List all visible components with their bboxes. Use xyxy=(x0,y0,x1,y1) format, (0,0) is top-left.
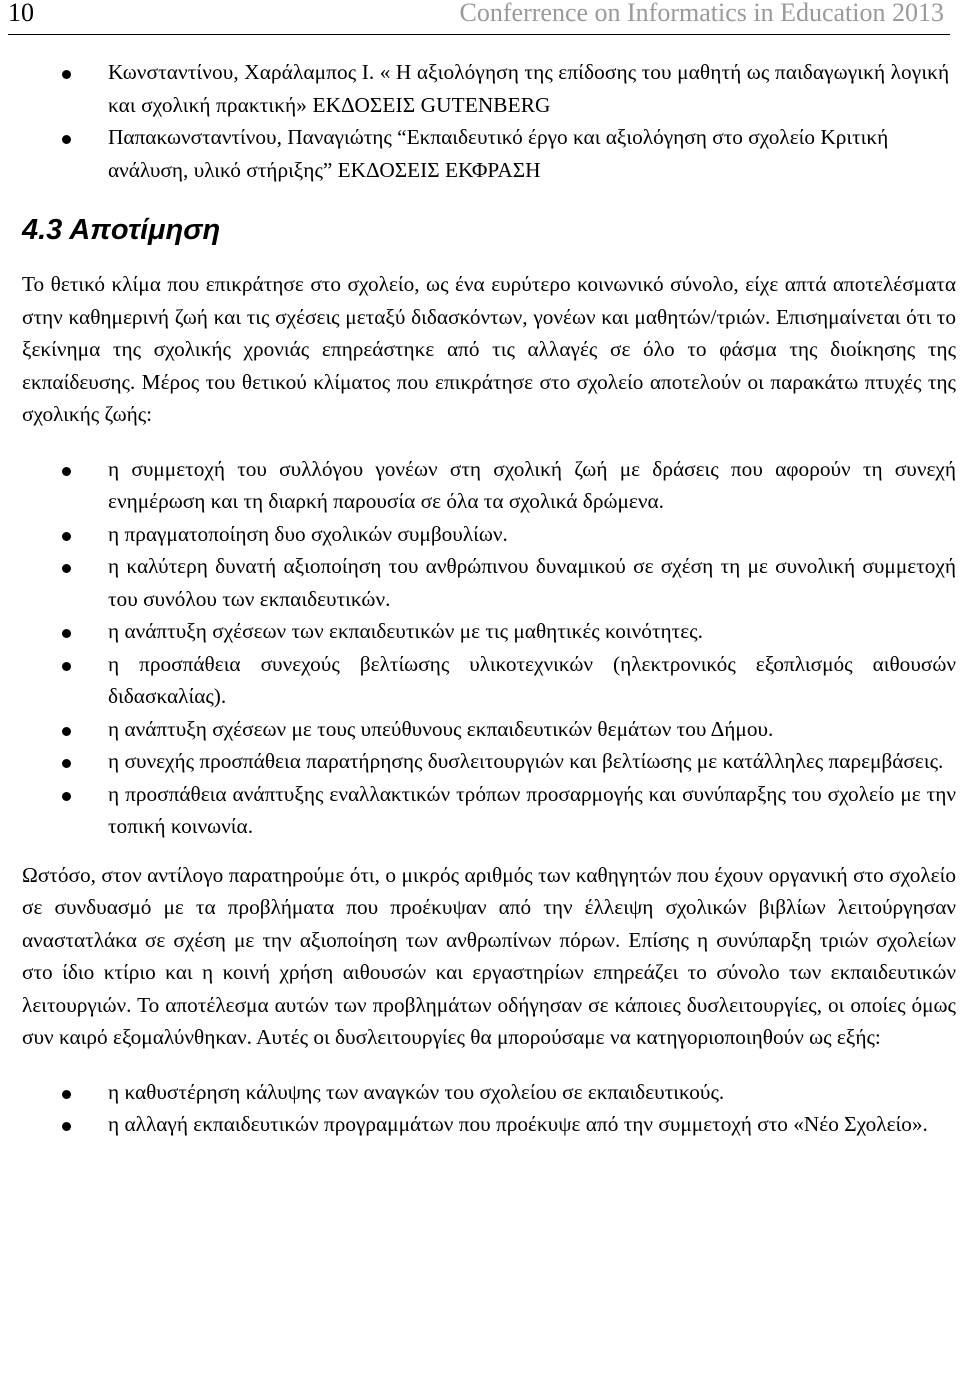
list-item: η καθυστέρηση κάλυψης των αναγκών του σχολείου σε εκπαιδευτικούς. xyxy=(22,1076,956,1109)
running-title: Conferrence on Informatics in Education 2013 xyxy=(459,0,944,27)
reference-item: Κωνσταντίνου, Χαράλαμπος Ι. « Η αξιολόγηση της επίδοσης του μαθητή ως παιδαγωγική λογική και σχολική πρακτική» ΕΚΔΟΣΕΙΣ GUTENBERG xyxy=(22,56,956,121)
list-item: η καλύτερη δυνατή αξιοποίηση του ανθρώπινου δυναμικού σε σχέση τη με συνολική συμμετοχή του συνόλου των εκπαιδευτικών. xyxy=(22,550,956,615)
bullet-icon xyxy=(62,135,71,144)
bullet-icon xyxy=(62,759,71,768)
bullet-icon xyxy=(62,792,71,801)
body-paragraph: Το θετικό κλίμα που επικράτησε στο σχολείο, ως ένα ευρύτερο κοινωνικό σύνολο, είχε απτά αποτελέσματα στην καθημερινή ζωή και τις σχέσεις μεταξύ διδασκόντων, γονέων και μαθητών/τριών. Επισημαίνεται ότι το ξεκίνημα της σχολικής χρονιάς επηρεάστηκε από τις αλλαγές σε όλο το φάσμα της διοίκησης της εκπαίδευσης. Μέρος του θετικού κλίματος που επικράτησε στο σχολείο αποτελούν οι παρακάτω πτυχές της σχολικής ζωής: xyxy=(22,272,956,426)
bullet-icon xyxy=(62,70,71,79)
list-item: η προσπάθεια συνεχούς βελτίωσης υλικοτεχνικών (ηλεκτρονικός εξοπλισμός αιθουσών διδασκαλίας). xyxy=(22,648,956,713)
list-item: η ανάπτυξη σχέσεων των εκπαιδευτικών με τις μαθητικές κοινότητες. xyxy=(22,615,956,648)
bullet-icon xyxy=(62,1090,71,1099)
bullet-icon xyxy=(62,629,71,638)
page-content xyxy=(22,56,956,1141)
reference-list xyxy=(22,56,956,186)
list-item: η συμμετοχή του συλλόγου γονέων στη σχολική ζωή με δράσεις που αφορούν τη συνεχή ενημέρωση και τη διαρκή παρουσία σε όλα τα σχολικά δρώμενα. xyxy=(22,453,956,518)
list-item: η αλλαγή εκπαιδευτικών προγραμμάτων που προέκυψε από την συμμετοχή στο «Νέο Σχολείο». xyxy=(22,1108,956,1141)
list-item: η προσπάθεια ανάπτυξης εναλλακτικών τρόπων προσαρμογής και συνύπαρξης του σχολείο με την τοπική κοινωνία. xyxy=(22,778,956,843)
list-item: η συνεχής προσπάθεια παρατήρησης δυσλειτουργιών και βελτίωσης με κατάλληλες παρεμβάσεις. xyxy=(22,745,956,778)
dysfunctions-list xyxy=(22,1076,956,1141)
bullet-icon xyxy=(62,662,71,671)
bullet-icon xyxy=(62,532,71,541)
reference-item: Παπακωνσταντίνου, Παναγιώτης “Εκπαιδευτικό έργο και αξιολόγηση στο σχολείο Κριτική ανάλυση, υλικό στήριξης” ΕΚΔΟΣΕΙΣ ΕΚΦΡΑΣΗ xyxy=(22,121,956,186)
page-number: 10 xyxy=(8,0,34,27)
bullet-icon xyxy=(62,727,71,736)
list-item: η ανάπτυξη σχέσεων με τους υπεύθυνους εκπαιδευτικών θεμάτων του Δήμου. xyxy=(22,713,956,746)
positive-aspects-list xyxy=(22,453,956,843)
bullet-icon xyxy=(62,467,71,476)
body-paragraph: Ωστόσο, στον αντίλογο παρατηρούμε ότι, ο μικρός αριθμός των καθηγητών που έχουν οργανική στο σχολείο σε συνδυασμό με τα προβλήματα που προέκυψαν από την έλλειψη σχολικών βιβλίων λειτούργησαν αναστατλάκα σε σχέση με την αξιοποίηση των ανθρωπίνων πόρων. Επίσης η συνύπαρξη τριών σχολείων στο ίδιο κτίριο και η κοινή χρήση αιθουσών και εργαστηρίων επηρεάζει το σύνολο των εκπαιδευτικών λειτουργιών. Το αποτέλεσμα αυτών των προβλημάτων οδήγησαν σε κάποιες δυσλειτουργίες, οι οποίες όμως συν καιρό εξομαλύνθηκαν. Αυτές οι δυσλειτουργίες θα μπορούσαμε να κατηγοριοποιηθούν ως εξής: xyxy=(22,862,956,1049)
bullet-icon xyxy=(62,1122,71,1131)
page-header xyxy=(8,0,950,35)
bullet-icon xyxy=(62,564,71,573)
list-item: η πραγματοποίηση δυο σχολικών συμβουλίων. xyxy=(22,518,956,551)
section-heading: 4.3 Αποτίμηση xyxy=(22,214,221,246)
